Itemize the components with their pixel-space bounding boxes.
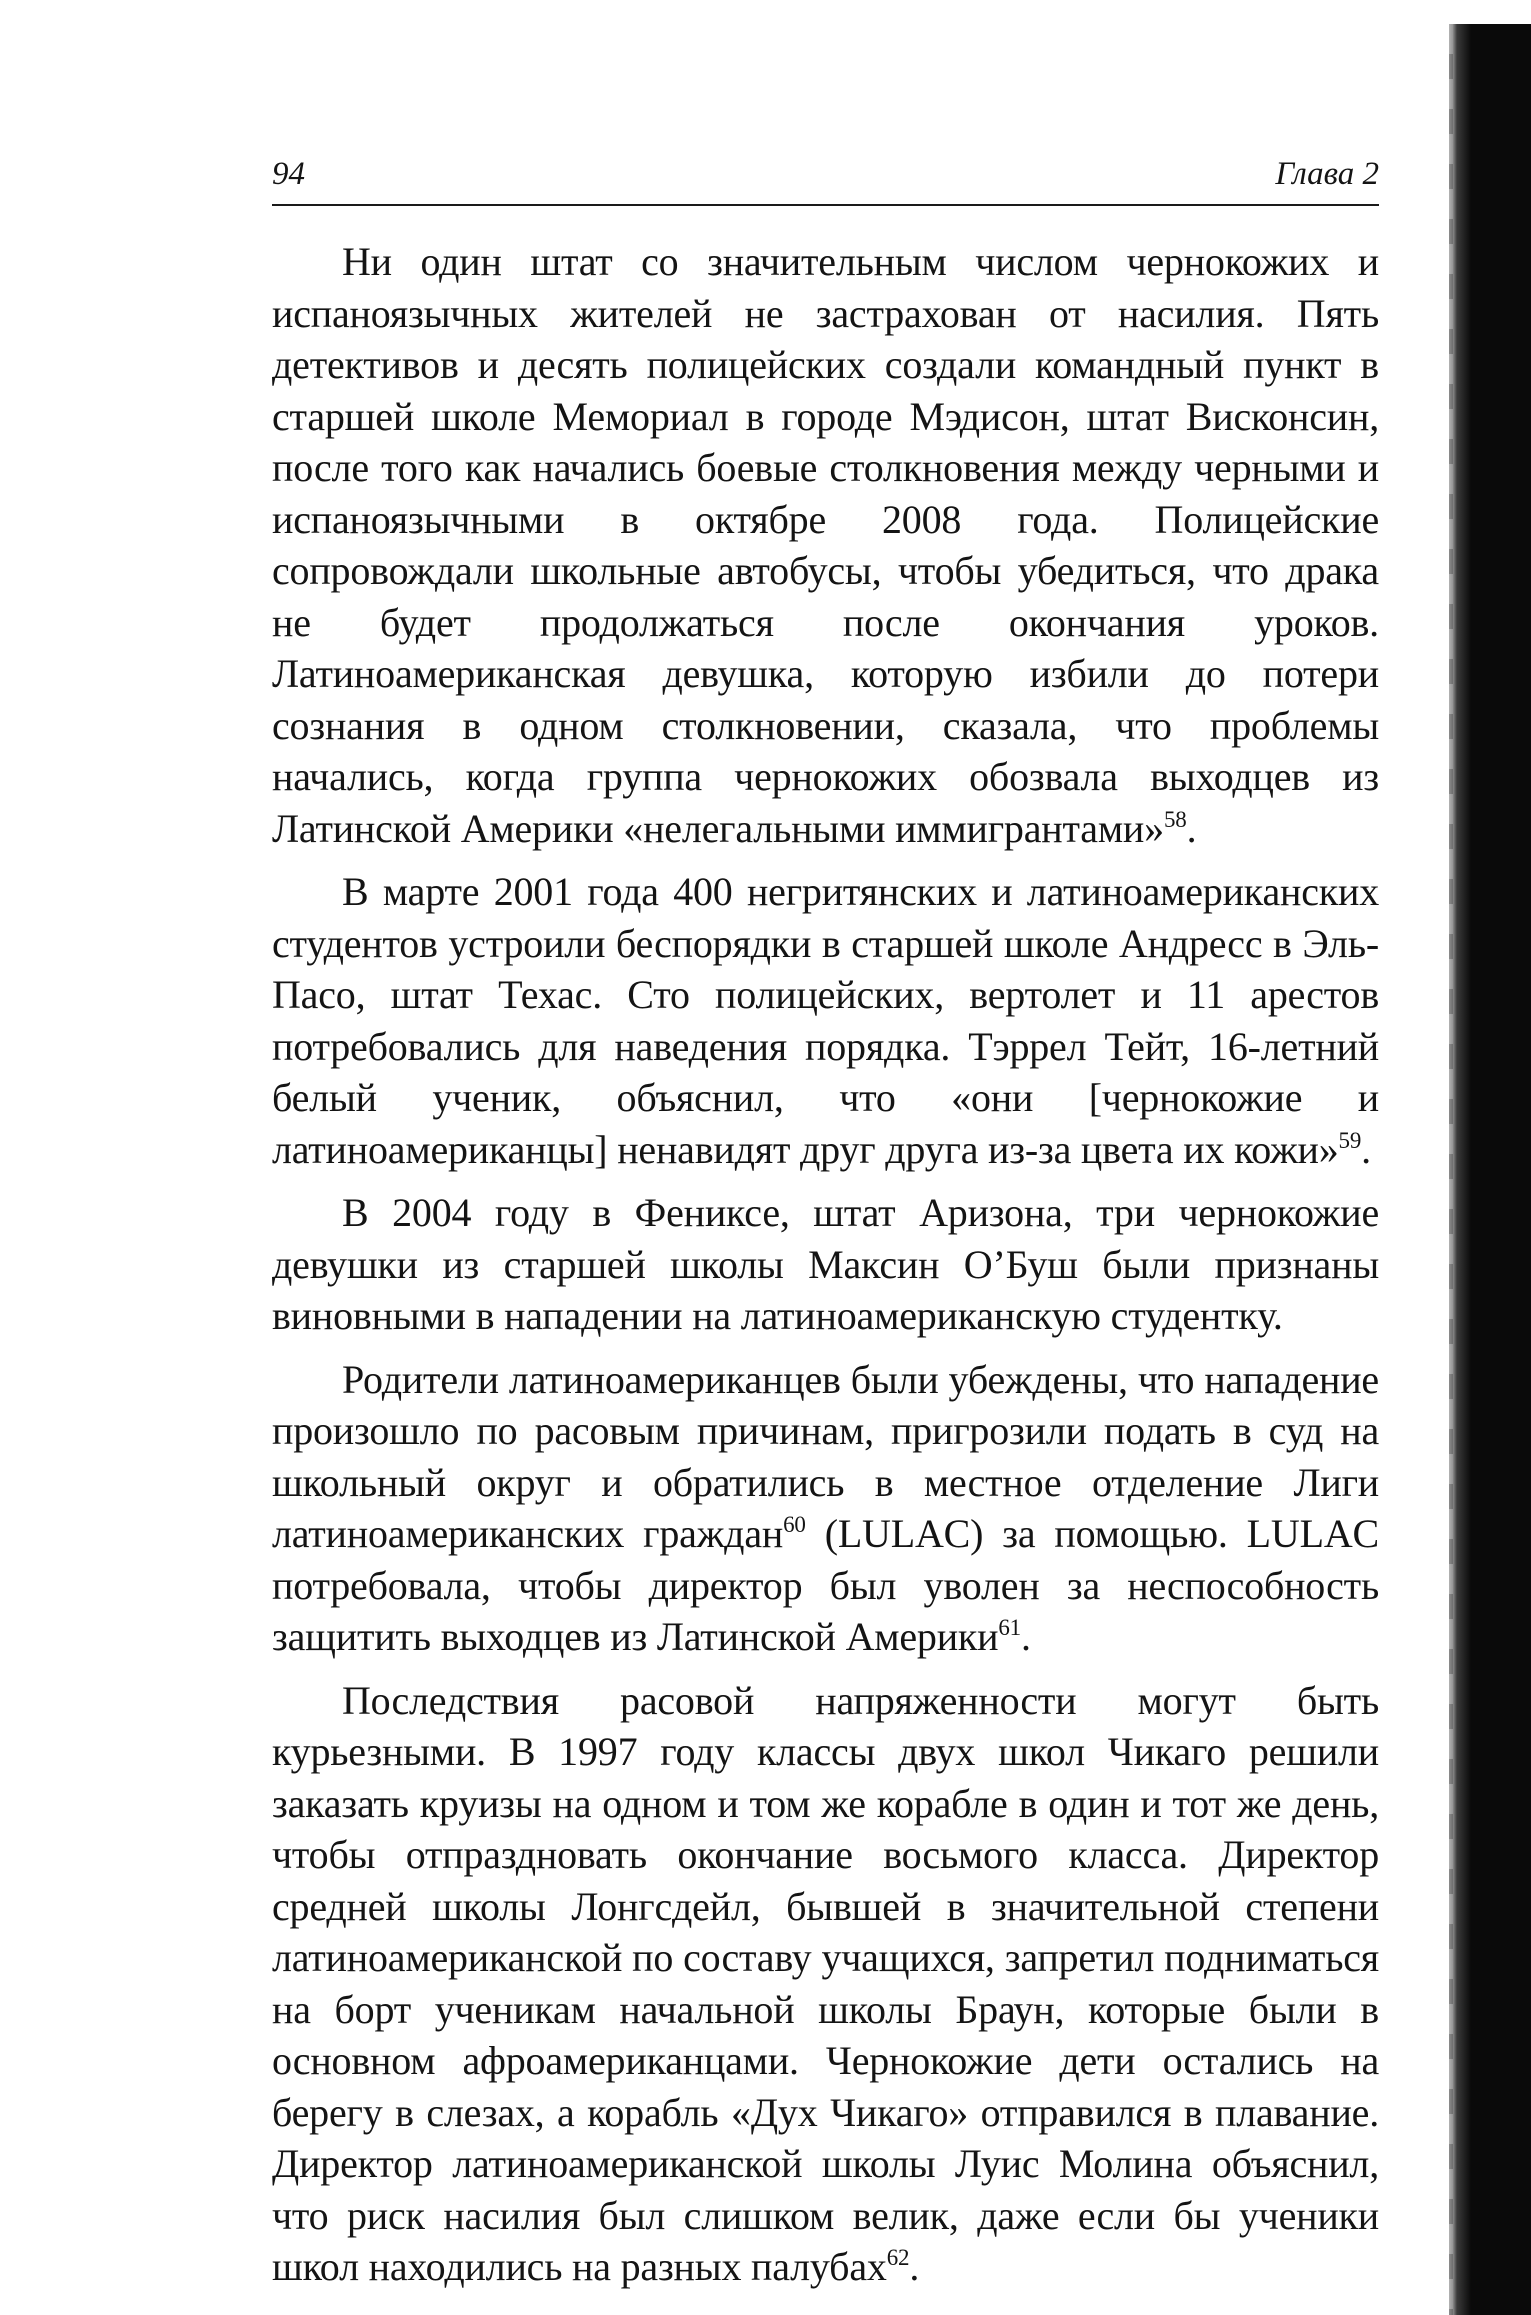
paragraph-end: . [1186, 805, 1197, 851]
footnote-ref: 62 [886, 2245, 910, 2270]
running-head [272, 150, 1379, 206]
paragraph-end: . [1361, 1126, 1371, 1172]
paragraph-text-continued: (LULAC) за помощью. LULAC потребовала, чтобы директор был уволен за неспособность защитить выходцев из Латинской Америки [272, 1511, 1379, 1659]
footnote-ref: 59 [1338, 1127, 1362, 1153]
text-body [272, 236, 1379, 2305]
paragraph-text: Последствия расовой напряженности могут быть курьезными. В 1997 году классы двух школ Чикаго решили заказать круизы на одном и том же корабле в один и тот же день, чтобы отпраздновать окончание восьмого класса. Директор средней школы Лонгсдейл, бывшей в значительной степени латиноамериканской по составу учащихся, запретил подниматься на борт ученикам начальной школы Браун, которые были в основном афроамериканцами. Чернокожие дети остались на берегу в слезах, а корабль «Дух Чикаго» отправился в плавание. Директор латиноамериканской школы Луис Молина объяснил, что риск насилия был слишком велик, даже если бы ученики школ находились на разных палубах [272, 1677, 1379, 2289]
paragraph-text: Ни один штат со значительным числом чернокожих и испаноязычных жителей не застрахован от насилия. Пять детективов и десять полицейских создали командный пункт в старшей школе Мемориал в городе Мэдисон, штат Висконсин, после того как начались боевые столкновения между черными и испаноязычными в октябре 2008 года. Полицейские сопровождали школьные автобусы, чтобы убедиться, что драка не будет продолжаться после окончания уроков. Латиноамериканская девушка, которую избили до потери сознания в одном столкновении, сказала, что проблемы начались, когда группа чернокожих обозвала выходцев из Латинской Америки «нелегальными иммигрантами» [272, 239, 1379, 851]
paragraph-text: В 2004 году в Фениксе, штат Аризона, три чернокожие девушки из старшей школы Максин О’Буш были признаны виновными в нападении на латиноамериканскую студентку. [272, 1190, 1379, 1338]
scan-page-edge [1449, 24, 1531, 2315]
chapter-title: Глава 2 [1275, 156, 1379, 192]
paragraph [272, 1675, 1379, 2293]
footnote-ref: 58 [1163, 806, 1187, 832]
paragraph [272, 1187, 1379, 1342]
paragraph [272, 866, 1379, 1175]
paragraph [272, 1354, 1379, 1663]
paragraph-end: . [909, 2244, 920, 2289]
footnote-ref: 60 [783, 1512, 806, 1537]
paragraph-end: . [1020, 1614, 1031, 1659]
paragraph-text: В марте 2001 года 400 негритянских и латиноамериканских студентов устроили беспорядки в старшей школе Андресс в Эль-Пасо, штат Техас. Сто полицейских, вертолет и 11 арестов потребовались для наведения порядка. Тэррел Тейт, 16-летний белый ученик, объяснил, что «они [чернокожие и латиноамериканцы] ненавидят друг друга из-за цвета их кожи» [272, 869, 1379, 1172]
paragraph-text: Родители латиноамериканцев были убеждены, что нападение произошло по расовым причинам, пригрозили подать в суд на школьный округ и обратились в местное отделение Лиги латиноамериканских граждан [272, 1356, 1379, 1556]
page-number: 94 [272, 156, 305, 192]
paragraph [272, 236, 1379, 854]
footnote-ref: 61 [998, 1615, 1021, 1640]
